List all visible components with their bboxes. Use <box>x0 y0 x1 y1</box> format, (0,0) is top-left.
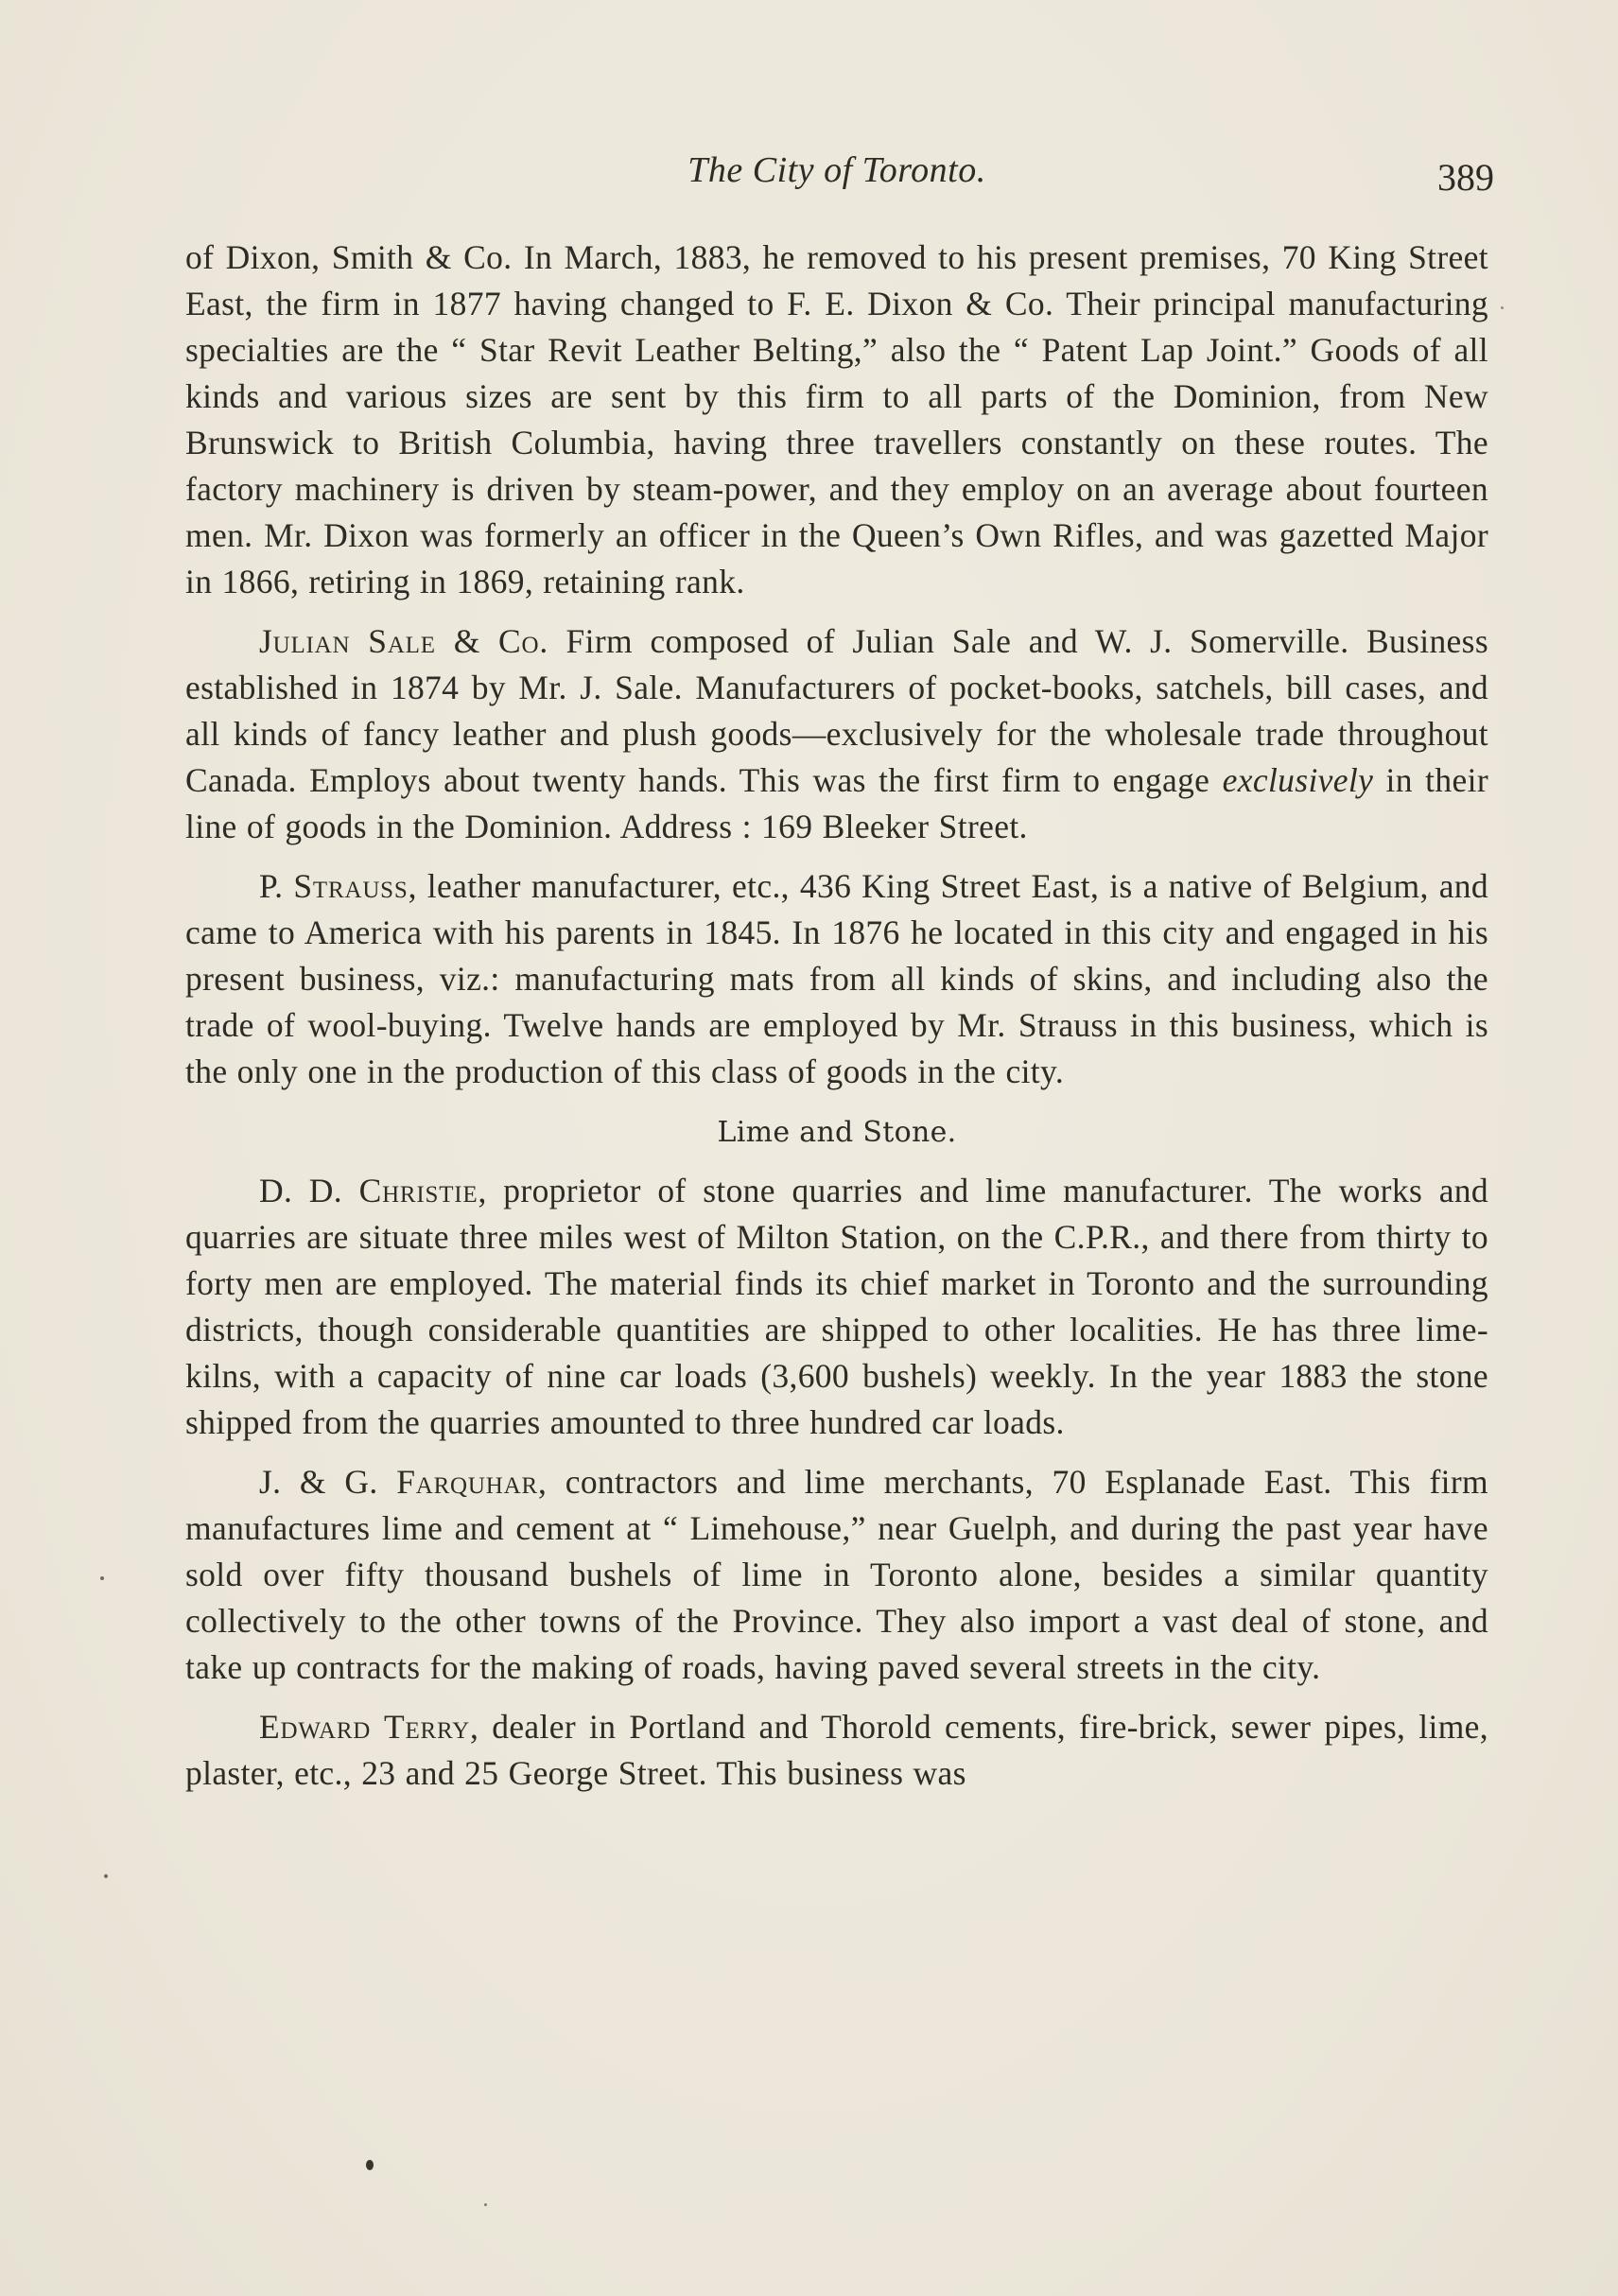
paper-speck <box>484 2203 487 2206</box>
firm-name: Edward Terry <box>259 1708 470 1746</box>
paper-speck <box>366 2160 374 2170</box>
paragraph-terry <box>185 1704 1488 1797</box>
name-prefix: P. <box>259 867 294 905</box>
running-title: The City of Toronto. <box>687 150 986 190</box>
paragraph-text: , contractors and lime merchants, 70 Esplanade East. This firm manufactures lime and cement at “ Limehouse,” near Guelph, and during the past year have sold over fifty thousand bushels of lime in Toronto alone, besides a similar quantity collectively to the other towns of the Province. They also import a vast deal of stone, and take up contracts for the making of roads, having paved several streets in the city. <box>185 1463 1488 1686</box>
paragraph-julian-sale <box>185 618 1488 850</box>
paper-speck <box>1501 306 1504 309</box>
paragraph-text: , leather manufacturer, etc., 436 King Street East, is a native of Belgium, and came to America with his parents in 1845. In 1876 he located in this city and engaged in his present business, viz.: manufacturing mats from all kinds of skins, and including also the trade of wool-buying. Twelve hands are employed by Mr. Strauss in this business, which is the only one in the production of this class of goods in the city. <box>185 867 1488 1090</box>
paragraph-farquhar <box>185 1459 1488 1691</box>
firm-name: Christie <box>358 1172 478 1209</box>
section-heading: Lime and Stone. <box>717 1116 957 1149</box>
name-prefix: D. D. <box>259 1172 359 1209</box>
paragraph-text: Firm composed of Julian Sale and W. J. Somerville. Business established in 1874 by Mr. J. Sale. Manufacturers of pocket-books, satchels, bill cases, and all kinds of fancy leather and plush goods—exclusively for the wholesale trade throughout Canada. Employs about twenty hands. This was the first firm to engage <box>185 622 1488 799</box>
running-head <box>180 149 1494 206</box>
paragraph-text: in their line of goods in the Dominion. Address : 169 Bleeker Street. <box>185 761 1488 845</box>
emphasis-text: exclusively <box>1222 761 1374 799</box>
paragraph-text: of Dixon, Smith & Co. In March, 1883, he removed to his present premises, 70 King Street East, the firm in 1877 having changed to F. E. Dixon & Co. Their principal manufacturing specialties are the “ Star Revit Leather Belting,” also the “ Patent Lap Joint.” Goods of all kinds and various sizes are sent by this firm to all parts of the Dominion, from New Brunswick to British Columbia, having three travellers constantly on these routes. The factory machinery is driven by steam-power, and they employ on an average about fourteen men. Mr. Dixon was formerly an officer in the Queen’s Own Rifles, and was gazetted Major in 1866, retiring in 1869, retaining rank. <box>185 238 1488 600</box>
paper-speck <box>104 1874 108 1878</box>
paragraph-christie <box>185 1168 1488 1446</box>
paragraph-text: , dealer in Portland and Thorold cements, fire-brick, sewer pipes, lime, plaster, etc., 23 and 25 George Street. This business was <box>185 1708 1488 1792</box>
paragraph-text: , proprietor of stone quarries and lime manufacturer. The works and quarries are situate three miles west of Milton Station, on the C.P.R., and there from thirty to forty men are employed. The material finds its chief market in Toronto and the surrounding districts, though considerable quantities are shipped to other localities. He has three lime-kilns, with a capacity of nine car loads (3,600 bushels) weekly. In the year 1883 the stone shipped from the quarries amounted to three hundred car loads. <box>185 1172 1488 1441</box>
body-text <box>185 235 1488 1810</box>
paragraph-dixon <box>185 235 1488 605</box>
page-number: 389 <box>1437 156 1494 199</box>
name-prefix: J. & G. <box>259 1463 397 1501</box>
firm-name: Julian Sale & Co. <box>259 622 549 660</box>
paper-speck <box>100 1576 104 1580</box>
paragraph-strauss <box>185 863 1488 1095</box>
firm-name: Farquhar <box>396 1463 538 1501</box>
firm-name: Strauss <box>293 867 409 905</box>
